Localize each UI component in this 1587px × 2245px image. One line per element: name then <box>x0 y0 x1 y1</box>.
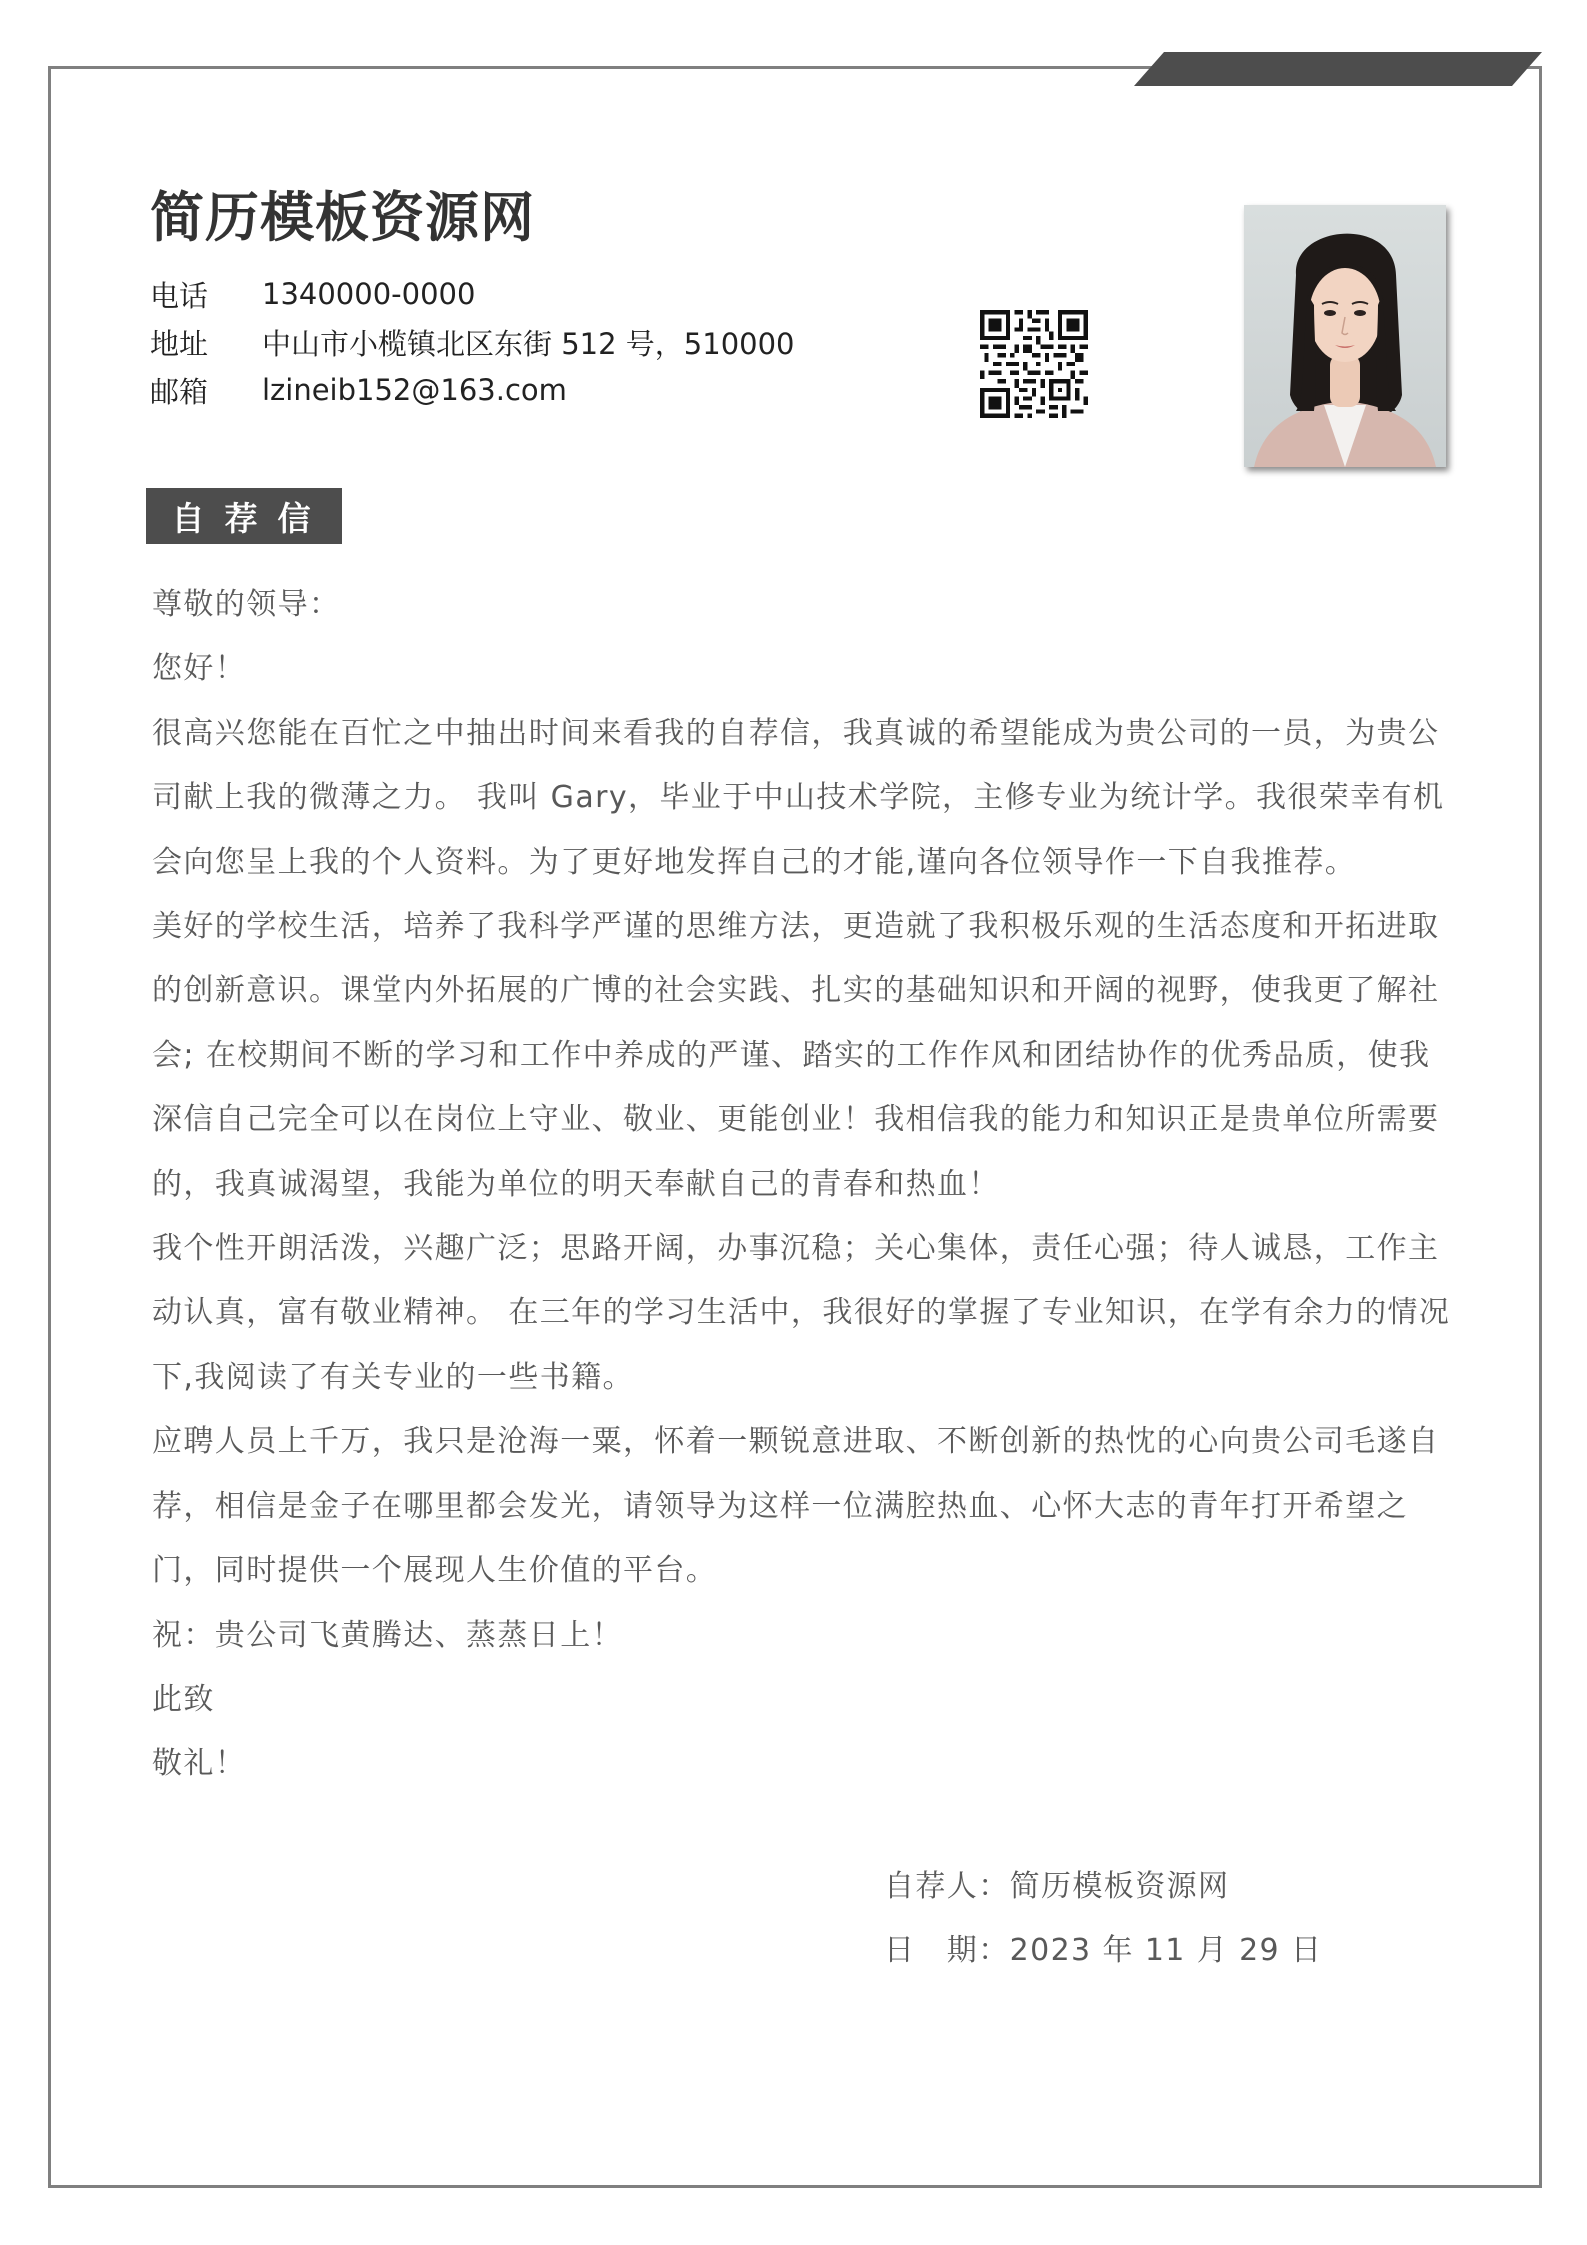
signer-name: 自荐人：简历模板资源网 <box>884 1869 1230 1904</box>
cover-letter-body <box>152 573 1452 1797</box>
resume-name: 简历模板资源网 <box>150 186 535 249</box>
corner-decoration <box>1134 52 1542 86</box>
section-title: 自荐信 <box>146 488 342 544</box>
contact-phone <box>150 270 795 318</box>
signature-block <box>884 1855 1322 1983</box>
contact-address <box>150 318 795 366</box>
signature-date: 日 期：2023 年 11 月 29 日 <box>884 1933 1323 1968</box>
letter-paragraph: 很高兴您能在百忙之中抽出时间来看我的自荐信，我真诚的希望能成为贵公司的一员，为贵公司献上我的微薄之力。 我叫 Gary，毕业于中山技术学院，主修专业为统计学。我很荣幸有机会向您呈上我的个人资料。为了更好地发挥自己的才能,谨向各位领导作一下自我推荐。 <box>152 715 1445 880</box>
letter-greeting: 您好！ <box>152 651 247 687</box>
letter-salutation: 尊敬的领导： <box>152 587 341 622</box>
contact-value: lzineib152@163.com <box>262 373 567 407</box>
letter-paragraph: 应聘人员上千万，我只是沧海一粟，怀着一颗锐意进取、不断创新的热忱的心向贵公司毛遂自荐，相信是金子在哪里都会发光，请领导为这样一位满腔热血、心怀大志的青年打开希望之门，同时提供一个展现人生价值的平台。 <box>152 1424 1440 1589</box>
contact-value: 1340000-0000 <box>262 277 476 311</box>
contact-info <box>150 270 795 414</box>
letter-regards: 敬礼！ <box>152 1746 247 1782</box>
letter-closing-wish: 祝：贵公司飞黄腾达、蒸蒸日上！ <box>152 1617 623 1653</box>
profile-photo <box>1244 205 1446 467</box>
contact-label: 地址 <box>150 326 209 361</box>
contact-email <box>150 366 795 414</box>
contact-label: 邮箱 <box>150 374 209 409</box>
letter-closing: 此致 <box>152 1681 215 1717</box>
contact-label: 电话 <box>150 278 209 313</box>
contact-value: 中山市小榄镇北区东街 512 号，510000 <box>262 326 795 361</box>
qr-code-icon <box>980 310 1088 418</box>
avatar <box>1244 205 1446 467</box>
letter-paragraph: 美好的学校生活，培养了我科学严谨的思维方法，更造就了我积极乐观的生活态度和开拓进取的创新意识。课堂内外拓展的广博的社会实践、扎实的基础知识和开阔的视野，使我更了解社会; 在校期间不断的学习和工作中养成的严谨、踏实的工作作风和团结协作的优秀品质，使我深信自己完全可以在岗位上守业、敬业、更能创业！我相信我的能力和知识正是贵单位所需要的，我真诚渴望，我能为单位的明天奉献自己的青春和热血！ <box>152 909 1440 1202</box>
letter-paragraph: 我个性开朗活泼，兴趣广泛；思路开阔，办事沉稳；关心集体，责任心强；待人诚恳，工作主动认真，富有敬业精神。 在三年的学习生活中，我很好的掌握了专业知识，在学有余力的情况下,我阅读了有关专业的一些书籍。 <box>152 1231 1451 1395</box>
